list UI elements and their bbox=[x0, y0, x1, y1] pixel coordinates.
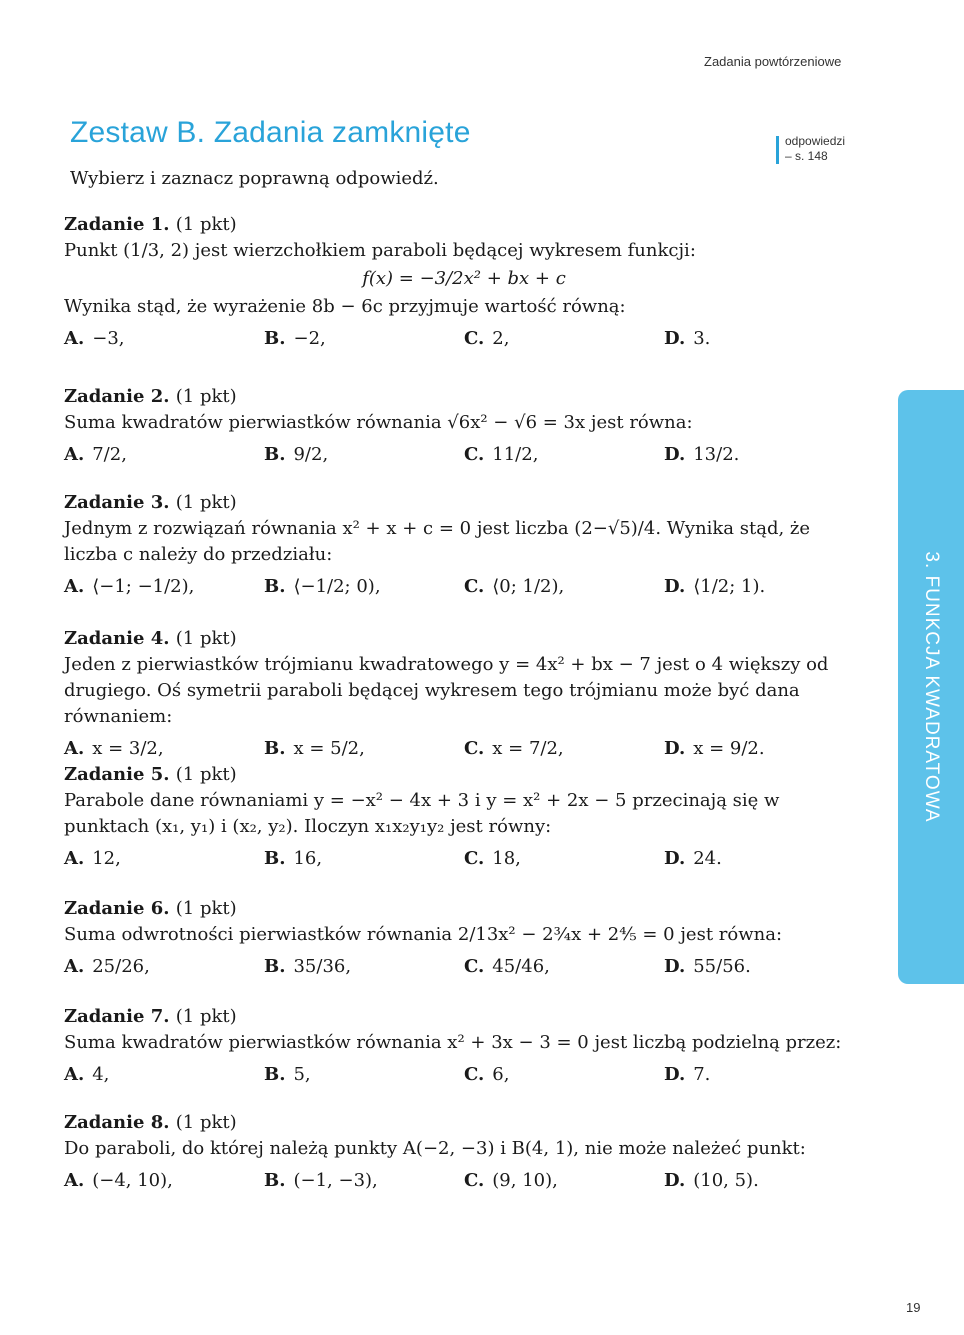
option-c[interactable]: C. ⟨0; 1/2), bbox=[464, 576, 565, 597]
option-b[interactable]: B. 16, bbox=[264, 848, 323, 869]
task-title: Zadanie 6. (1 pkt) bbox=[64, 898, 237, 919]
answer-options bbox=[64, 326, 864, 352]
task-8 bbox=[64, 1110, 864, 1194]
option-c[interactable]: C. 2, bbox=[464, 328, 510, 349]
answer-options bbox=[64, 954, 864, 980]
task-text: Punkt (1/3, 2) jest wierzchołkiem paraboli będącej wykresem funkcji: bbox=[64, 240, 696, 261]
task-title: Zadanie 8. (1 pkt) bbox=[64, 1112, 237, 1133]
task-6 bbox=[64, 896, 864, 980]
answer-options bbox=[64, 1168, 864, 1194]
option-d[interactable]: D. x = 9/2. bbox=[664, 738, 765, 759]
option-c[interactable]: C. x = 7/2, bbox=[464, 738, 564, 759]
answer-options bbox=[64, 1062, 864, 1088]
option-b[interactable]: B. 5, bbox=[264, 1064, 311, 1085]
task-7 bbox=[64, 1004, 864, 1088]
option-d[interactable]: D. 3. bbox=[664, 328, 711, 349]
option-b[interactable]: B. (−1, −3), bbox=[264, 1170, 378, 1191]
answers-note-line1: odpowiedzi bbox=[785, 134, 846, 148]
running-header: Zadania powtórzeniowe bbox=[704, 54, 842, 69]
instruction: Wybierz i zaznacz poprawną odpowiedź. bbox=[70, 168, 439, 189]
option-b[interactable]: B. x = 5/2, bbox=[264, 738, 365, 759]
option-c[interactable]: C. 11/2, bbox=[464, 444, 539, 465]
task-1 bbox=[64, 212, 864, 352]
option-b[interactable]: B. −2, bbox=[264, 328, 326, 349]
task-title: Zadanie 7. (1 pkt) bbox=[64, 1006, 237, 1027]
option-c[interactable]: C. 18, bbox=[464, 848, 521, 869]
option-a[interactable]: A. 7/2, bbox=[64, 444, 127, 465]
task-title: Zadanie 1. (1 pkt) bbox=[64, 214, 237, 235]
answers-reference bbox=[776, 134, 845, 164]
task-title: Zadanie 4. (1 pkt) bbox=[64, 628, 237, 649]
task-text: Jeden z pierwiastków trójmianu kwadratowego y = 4x² + bx − 7 jest o 4 większy od drugiego. Oś symetrii paraboli będącej wykresem tego trójmianu może być dana równaniem: bbox=[64, 654, 829, 727]
option-a[interactable]: A. ⟨−1; −1/2), bbox=[64, 576, 195, 597]
task-5 bbox=[64, 762, 864, 872]
answer-options bbox=[64, 846, 864, 872]
task-title: Zadanie 2. (1 pkt) bbox=[64, 386, 237, 407]
task-title: Zadanie 5. (1 pkt) bbox=[64, 764, 237, 785]
chapter-tab-label: 3. FUNKCJA KWADRATOWA bbox=[921, 551, 942, 823]
option-a[interactable]: A. −3, bbox=[64, 328, 125, 349]
option-d[interactable]: D. 24. bbox=[664, 848, 722, 869]
option-a[interactable]: A. 25/26, bbox=[64, 956, 150, 977]
answer-options bbox=[64, 736, 864, 762]
task-formula: f(x) = −3/2x² + bx + c bbox=[362, 268, 566, 289]
chapter-tab bbox=[898, 390, 964, 984]
option-d[interactable]: D. 13/2. bbox=[664, 444, 740, 465]
option-a[interactable]: A. x = 3/2, bbox=[64, 738, 164, 759]
option-d[interactable]: D. 7. bbox=[664, 1064, 711, 1085]
task-text: Suma kwadratów pierwiastków równania x² + 3x − 3 = 0 jest liczbą podzielną przez: bbox=[64, 1032, 842, 1053]
task-text: Suma kwadratów pierwiastków równania √6x² − √6 = 3x jest równa: bbox=[64, 412, 693, 433]
task-text: Do paraboli, do której należą punkty A(−2, −3) i B(4, 1), nie może należeć punkt: bbox=[64, 1138, 806, 1159]
answer-options bbox=[64, 574, 864, 600]
task-text-after: Wynika stąd, że wyrażenie 8b − 6c przyjmuje wartość równą: bbox=[64, 296, 626, 317]
option-d[interactable]: D. 55/56. bbox=[664, 956, 751, 977]
option-b[interactable]: B. ⟨−1/2; 0), bbox=[264, 576, 381, 597]
option-d[interactable]: D. ⟨1/2; 1). bbox=[664, 576, 766, 597]
page-title: Zestaw B. Zadania zamknięte bbox=[70, 116, 471, 149]
option-a[interactable]: A. (−4, 10), bbox=[64, 1170, 173, 1191]
option-b[interactable]: B. 9/2, bbox=[264, 444, 329, 465]
answers-marker bbox=[776, 136, 779, 164]
option-c[interactable]: C. 6, bbox=[464, 1064, 510, 1085]
task-text: Jednym z rozwiązań równania x² + x + c = 0 jest liczba (2−√5)/4. Wynika stąd, że liczba c należy do przedziału: bbox=[64, 518, 811, 565]
task-text: Suma odwrotności pierwiastków równania 2/13x² − 2¾x + 2⅘ = 0 jest równa: bbox=[64, 924, 783, 945]
option-c[interactable]: C. 45/46, bbox=[464, 956, 550, 977]
option-c[interactable]: C. (9, 10), bbox=[464, 1170, 558, 1191]
answer-options bbox=[64, 442, 864, 468]
page-number: 19 bbox=[906, 1300, 921, 1315]
option-a[interactable]: A. 4, bbox=[64, 1064, 110, 1085]
option-d[interactable]: D. (10, 5). bbox=[664, 1170, 759, 1191]
task-title: Zadanie 3. (1 pkt) bbox=[64, 492, 237, 513]
task-2 bbox=[64, 384, 864, 468]
task-4 bbox=[64, 626, 864, 762]
option-b[interactable]: B. 35/36, bbox=[264, 956, 352, 977]
answers-note-line2: – s. 148 bbox=[785, 149, 828, 163]
option-a[interactable]: A. 12, bbox=[64, 848, 121, 869]
task-text: Parabole dane równaniami y = −x² − 4x + 3 i y = x² + 2x − 5 przecinają się w punktach (x₁, y₁) i (x₂, y₂). Iloczyn x₁x₂y₁y₂ jest równy: bbox=[64, 790, 780, 837]
task-3 bbox=[64, 490, 864, 600]
